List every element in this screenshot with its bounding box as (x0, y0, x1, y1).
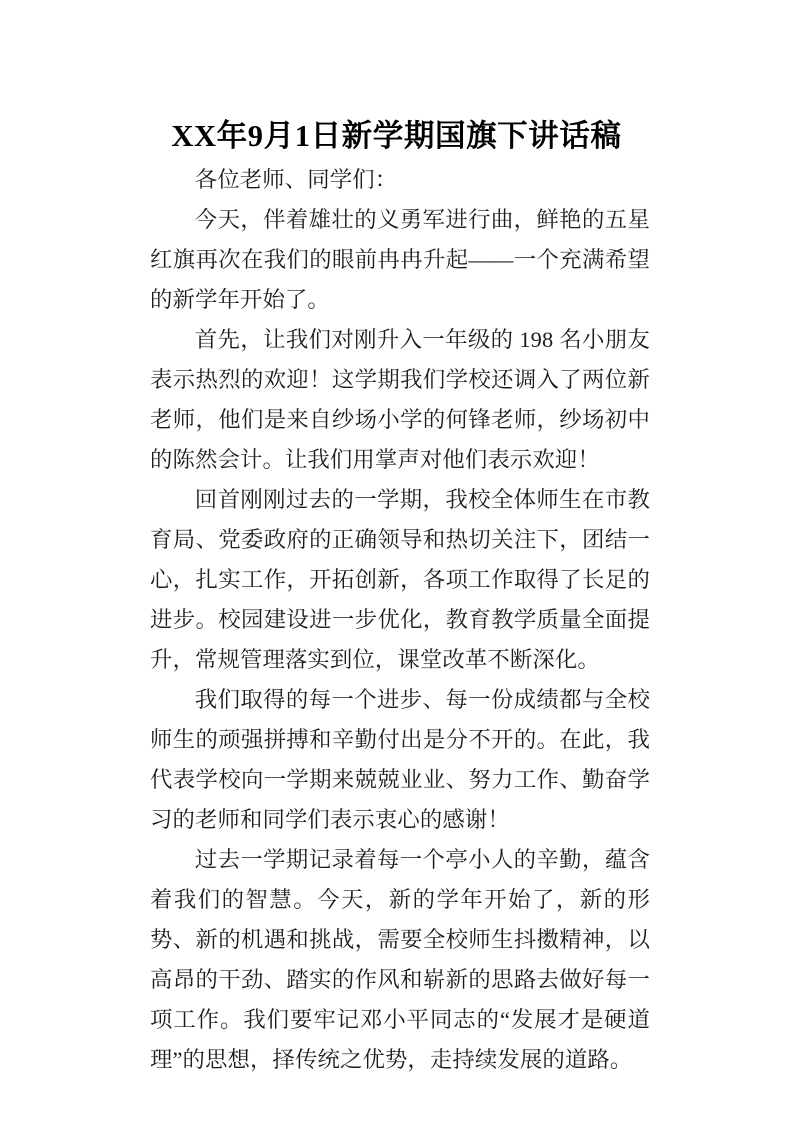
paragraph-looking-forward: 过去一学期记录着每一个亭小人的辛勤，蕴含着我们的智慧。今天，新的学年开始了，新的形势、新的机遇和挑战，需要全校师生抖擞精神，以高昂的干劲、踏实的作风和崭新的思路去做好每一项工作。我们要牢记邓小平同志的“发展才是硬道理”的思想，择传统之优势，走持续发展的道路。 (150, 847, 650, 1072)
paragraph-welcome-new-members: 首先，让我们对刚升入一年级的 198 名小朋友表示热烈的欢迎！这学期我们学校还调入了两位新老师，他们是来自纱场小学的何锋老师，纱场初中的陈然会计。让我们用掌声对他们表示欢迎！ (150, 327, 650, 472)
document-body (150, 160, 650, 1080)
paragraph-review-last-term: 回首刚刚过去的一学期，我校全体师生在市教育局、党委政府的正确领导和热切关注下，团结一心，扎实工作，开拓创新，各项工作取得了长足的进步。校园建设进一步优化，教育教学质量全面提升，常规管理落实到位，课堂改革不断深化。 (150, 487, 650, 672)
paragraph-salutation: 各位老师、同学们： (194, 167, 398, 192)
paragraph-opening: 今天，伴着雄壮的义勇军进行曲，鲜艳的五星红旗再次在我们的眼前冉冉升起——一个充满希望的新学年开始了。 (150, 207, 650, 312)
paragraph-gratitude: 我们取得的每一个进步、每一份成绩都与全校师生的顽强拼搏和辛勤付出是分不开的。在此，我代表学校向一学期来兢兢业业、努力工作、勤奋学习的老师和同学们表示衷心的感谢！ (150, 687, 650, 832)
page-title: XX年9月1日新学期国旗下讲话稿 (171, 119, 622, 154)
